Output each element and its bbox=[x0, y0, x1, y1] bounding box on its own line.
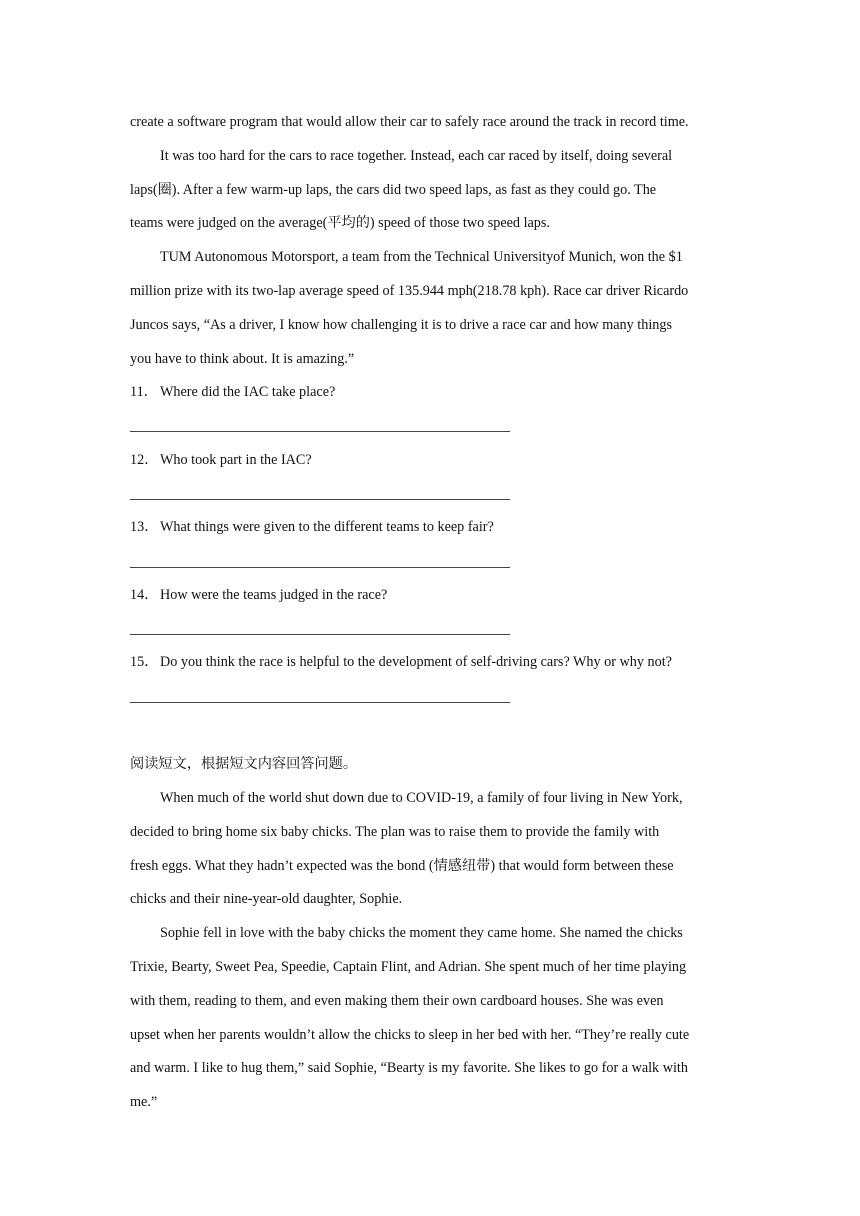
question-number: 13． bbox=[130, 519, 159, 535]
passage-line: decided to bring home six baby chicks. The plan was to raise them to provide the family with bbox=[130, 824, 660, 840]
question-number: 15． bbox=[130, 654, 159, 670]
answer-line[interactable] bbox=[130, 634, 510, 635]
question-text: Who took part in the IAC? bbox=[160, 452, 312, 468]
answer-line[interactable] bbox=[130, 499, 510, 500]
passage-line: Trixie, Bearty, Sweet Pea, Speedie, Captain Flint, and Adrian. She spent much of her time playing bbox=[130, 959, 687, 975]
passage-line: and warm. I like to hug them,” said Sophie, “Bearty is my favorite. She likes to go for a walk with bbox=[130, 1060, 688, 1076]
passage-line: upset when her parents wouldn’t allow the chicks to sleep in her bed with her. “They’re really cute bbox=[130, 1027, 690, 1043]
section-instruction: 阅读短文，根据短文内容回答问题。 bbox=[130, 756, 358, 772]
passage-line: laps(圈). After a few warm-up laps, the cars did two speed laps, as fast as they could go. The bbox=[130, 182, 657, 198]
answer-line[interactable] bbox=[130, 567, 510, 568]
passage-line: create a software program that would allow their car to safely race around the track in record time. bbox=[130, 114, 689, 130]
passage-line: million prize with its two-lap average speed of 135.944 mph(218.78 kph). Race car driver Ricardo bbox=[130, 283, 689, 299]
question-12 bbox=[130, 450, 312, 470]
passage-line: me.” bbox=[130, 1094, 158, 1110]
answer-line[interactable] bbox=[130, 431, 510, 432]
question-text: Where did the IAC take place? bbox=[160, 384, 336, 400]
question-11 bbox=[130, 382, 335, 402]
question-14 bbox=[130, 585, 387, 605]
question-number: 11． bbox=[130, 384, 158, 400]
passage-line: with them, reading to them, and even making them their own cardboard houses. She was even bbox=[130, 993, 664, 1009]
question-13 bbox=[130, 517, 494, 537]
question-15 bbox=[130, 652, 672, 672]
passage-line: fresh eggs. What they hadn’t expected was the bond (情感纽带) that would form between these bbox=[130, 858, 674, 874]
question-text: How were the teams judged in the race? bbox=[160, 587, 388, 603]
question-text: What things were given to the different teams to keep fair? bbox=[160, 519, 494, 535]
passage-line: you have to think about. It is amazing.” bbox=[130, 351, 355, 367]
passage-line: It was too hard for the cars to race together. Instead, each car raced by itself, doing several bbox=[160, 148, 673, 164]
question-number: 12． bbox=[130, 452, 159, 468]
passage-line: chicks and their nine-year-old daughter, Sophie. bbox=[130, 891, 403, 907]
question-text: Do you think the race is helpful to the development of self-driving cars? Why or why not? bbox=[160, 654, 672, 670]
passage-line: When much of the world shut down due to COVID-19, a family of four living in New York, bbox=[160, 790, 683, 806]
passage-line: teams were judged on the average(平均的) speed of those two speed laps. bbox=[130, 215, 550, 231]
passage-line: Sophie fell in love with the baby chicks the moment they came home. She named the chicks bbox=[160, 925, 683, 941]
passage-line: Juncos says, “As a driver, I know how challenging it is to drive a race car and how many things bbox=[130, 317, 672, 333]
question-number: 14． bbox=[130, 587, 159, 603]
passage-line: TUM Autonomous Motorsport, a team from the Technical Universityof Munich, won the $1 bbox=[160, 249, 683, 265]
answer-line[interactable] bbox=[130, 702, 510, 703]
